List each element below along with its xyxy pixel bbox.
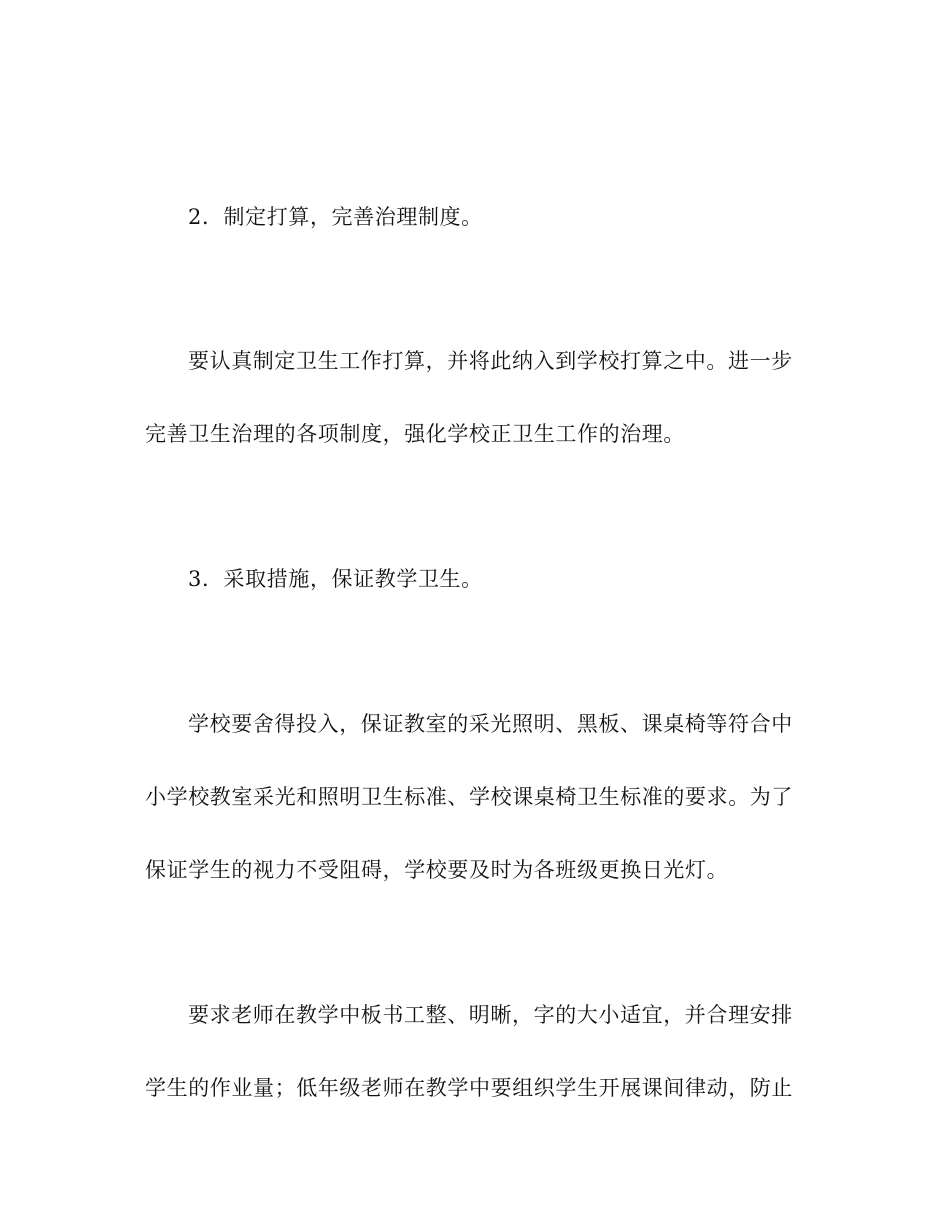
paragraph-3-line-1: 要求老师在教学中板书工整、明晰，字的大小适宜，并合理安排 [188,1003,793,1027]
paragraph-2-line-3: 保证学生的视力不受阻碍，学校要及时为各班级更换日光灯。 [145,858,729,882]
section-heading-2: 2．制定打算，完善治理制度。 [188,205,483,229]
paragraph-1-line-2: 完善卫生治理的各项制度，强化学校正卫生工作的治理。 [145,422,685,446]
paragraph-2-line-1: 学校要舍得投入，保证教室的采光照明、黑板、课桌椅等符合中 [188,712,793,736]
paragraph-1-line-1: 要认真制定卫生工作打算，并将此纳入到学校打算之中。进一步 [188,349,793,373]
section-heading-3: 3．采取措施，保证教学卫生。 [188,567,483,591]
paragraph-3-line-2: 学生的作业量；低年级老师在教学中要组织学生开展课间律动，防止 [145,1076,793,1100]
paragraph-2-line-2: 小学校教室采光和照明卫生标准、学校课桌椅卫生标准的要求。为了 [145,785,793,809]
